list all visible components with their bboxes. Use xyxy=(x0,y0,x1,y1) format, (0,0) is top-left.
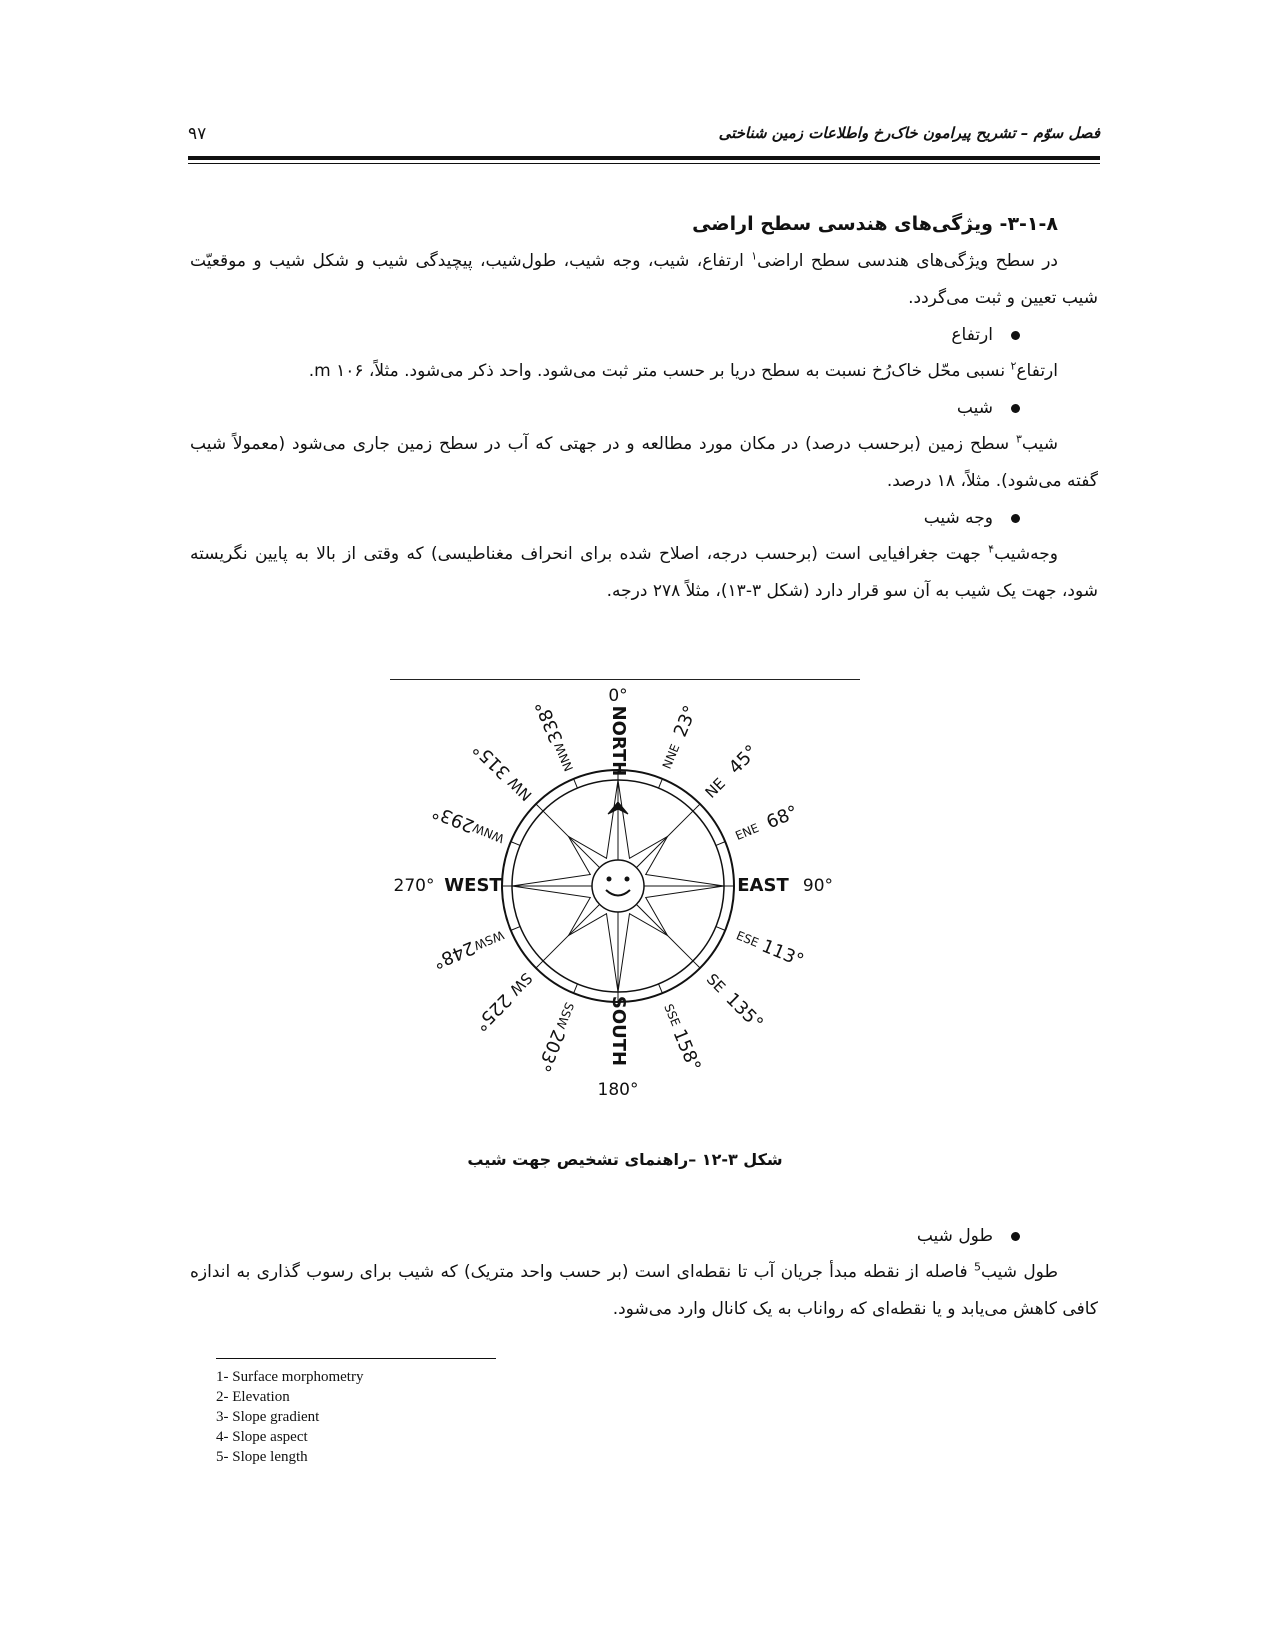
direction-abbr-sw: SW xyxy=(505,968,536,999)
direction-abbr-ese: ESE xyxy=(734,928,761,950)
compass-rose-figure xyxy=(388,686,858,1146)
bullet-dot-icon xyxy=(1011,1232,1020,1241)
degree-label-wsw: 248° xyxy=(429,936,478,973)
footnote-ref-3: ۳ xyxy=(1016,432,1022,446)
running-head: فصل سوّم – تشریح پیرامون خاک‌رخ واطلاعات زمین شناختی xyxy=(718,124,1100,142)
degree-label-ene: 68° xyxy=(763,801,802,834)
direction-abbr-nw: NW xyxy=(504,773,536,805)
footnotes xyxy=(216,1367,363,1467)
footnote-4: 4- Slope aspect xyxy=(216,1429,308,1445)
direction-abbr-se: SE xyxy=(702,970,730,997)
slope-paragraph: شیب$^۳$ سطح زمین (برحسب درصد) در مکان مورد مطالعه و در جهتی که آب در سطح زمین جاری می‌شود (معمولاً شیب گفته می‌شود). مثلاً، ۱۸ درصد. xyxy=(190,432,1098,491)
footnote-ref-4: ۴ xyxy=(988,542,995,556)
direction-abbr-nnw: NNW xyxy=(551,740,577,774)
degree-label-sw: 225° xyxy=(469,989,516,1036)
direction-abbr-ssw: SSW xyxy=(553,1000,577,1031)
footnote-2: 2- Elevation xyxy=(216,1389,290,1405)
direction-abbr-wnw: WNW xyxy=(470,820,507,846)
bullet-dot-icon xyxy=(1011,404,1020,413)
degree-label-wnw: 293° xyxy=(429,800,478,837)
cardinal-label-west: WEST xyxy=(444,875,502,896)
cardinal-label-south: SOUTH xyxy=(608,995,629,1067)
degree-label-nnw: 338° xyxy=(531,697,568,746)
degree-label-se: 135° xyxy=(721,988,768,1035)
degree-label-ne: 45° xyxy=(724,741,763,779)
bullet-aspect: وجه شیب xyxy=(190,500,1020,536)
smiley-face-icon xyxy=(592,860,644,912)
cardinal-label-east: EAST xyxy=(737,875,789,896)
intro-paragraph: در سطح ویژگی‌های هندسی سطح اراضی$^۱$ ارتفاع، شیب، وجه شیب، طول‌شیب، پیچیدگی شیب و شکل شیب و موقعیّت شیب تعیین و ثبت می‌گردد. xyxy=(190,249,1098,308)
footnote-rule xyxy=(216,1358,496,1359)
footnote-5: 5- Slope length xyxy=(216,1449,308,1465)
slope-length-section xyxy=(190,1218,1098,1328)
degree-label-south: 180° xyxy=(597,1080,639,1100)
section-title: ۳-۱-۸- ویژگی‌های هندسی سطح اراضی xyxy=(692,213,1058,235)
bullet-dot-icon xyxy=(1011,331,1020,340)
header-rule-thin xyxy=(188,163,1100,164)
degree-label-ssw: 203° xyxy=(532,1026,569,1075)
direction-abbr-ne: NE xyxy=(701,774,729,802)
degree-label-east: 90° xyxy=(802,876,834,896)
cardinal-label-north: NORTH xyxy=(608,705,629,777)
bullet-slope-length: طول شیب xyxy=(190,1218,1020,1254)
footnote-ref-2: ۲ xyxy=(1010,359,1017,373)
footnote-3: 3- Slope gradient xyxy=(216,1409,320,1425)
elevation-paragraph: ارتفاع$^۲$ نسبی محّل خاک‌رُخ نسبت به سطح دریا بر حسب متر ثبت می‌شود. واحد ذکر می‌شود. مثلاً، m ۱۰۶. xyxy=(308,359,1058,381)
degree-label-ese: 113° xyxy=(758,935,807,972)
degree-label-west: 270° xyxy=(393,876,435,896)
footnote-1: 1- Surface morphometry xyxy=(216,1369,364,1385)
page-header xyxy=(188,120,1100,160)
footnote-ref-5: 5 xyxy=(973,1260,981,1274)
header-rule-thick xyxy=(188,156,1100,160)
bullet-slope: شیب xyxy=(190,390,1020,426)
degree-label-nne: 23° xyxy=(669,702,702,741)
figure-caption: شکل ۳-۱۲ –راهنمای تشخیص جهت شیب xyxy=(467,1150,783,1169)
degree-label-sse: 158° xyxy=(668,1026,705,1075)
direction-abbr-wsw: WSW xyxy=(471,927,507,953)
page-number: ۹۷ xyxy=(188,124,207,144)
degree-label-nw: 315° xyxy=(468,737,515,784)
bullet-elevation: ارتفاع xyxy=(190,317,1020,353)
slope-length-paragraph: طول شیب$^5$ فاصله از نقطه مبدأ جریان آب تا نقطه‌ای است (بر حسب واحد متریک) که شیب برای رسوب گذاری به اندازه کافی کاهش می‌یابد و یا نقطه‌ای که رواناب به یک کانال وارد می‌شود. xyxy=(190,1260,1098,1319)
direction-abbr-ene: ENE xyxy=(733,820,761,844)
figure-top-rule xyxy=(390,679,860,680)
direction-abbr-nne: NNE xyxy=(659,742,683,771)
footnote-ref-1: ۱ xyxy=(751,249,758,263)
main-content xyxy=(190,205,1098,610)
bullet-dot-icon xyxy=(1011,514,1020,523)
aspect-paragraph: وجه‌شیب$^۴$ جهت جغرافیایی است (برحسب درجه، اصلاح شده برای انحراف مغناطیسی) که وقتی از بالا به پایین نگریسته شود، جهت یک شیب به آن سو قرار دارد (شکل ۳-۱۳)، مثلاً ۲۷۸ درجه. xyxy=(190,542,1098,601)
direction-abbr-sse: SSE xyxy=(661,1001,683,1029)
degree-label-north: 0° xyxy=(608,686,628,706)
